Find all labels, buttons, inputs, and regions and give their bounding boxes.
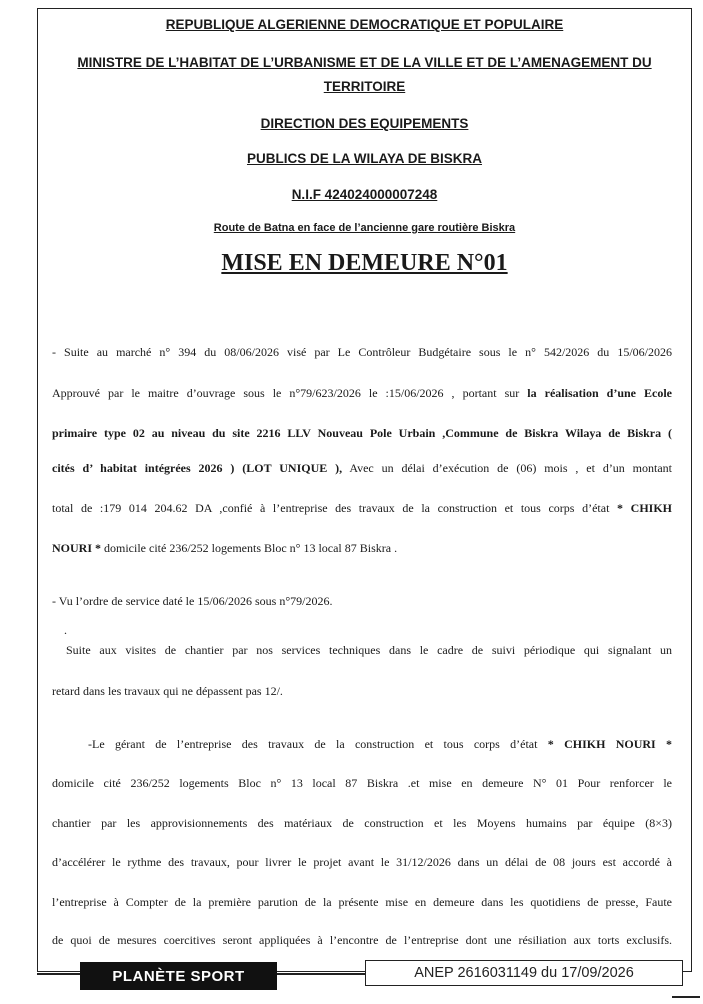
text-span: -Le gérant de l’entreprise des travaux de la construction et tous corps d’état bbox=[88, 737, 548, 751]
text-span-bold: cités d’ habitat intégrées 2026 ) (LOT UNIQUE ), bbox=[52, 461, 343, 475]
text-span: domicile cité 236/252 logements Bloc n° 13 local 87 Biskra . bbox=[101, 541, 398, 555]
text-span-bold: * CHIKH NOURI * bbox=[547, 737, 672, 751]
text-span-bold: la réalisation d’une Ecole bbox=[527, 386, 672, 400]
paragraph1-line6 bbox=[52, 540, 672, 556]
document-title: MISE EN DEMEURE N°01 bbox=[221, 250, 508, 276]
paragraph3-line2: retard dans les travaux qui ne dépassent pas 12/. bbox=[52, 684, 283, 698]
ministry-header-line1: MINISTRE DE L’HABITAT DE L’URBANISME ET DE LA VILLE ET DE L’AMENAGEMENT DU bbox=[77, 55, 652, 70]
text-span: Avec un délai d’exécution de (06) mois , et d’un montant bbox=[342, 461, 672, 475]
paragraph4-line5: l’entreprise à Compter de la première parution de la présente mise en demeure dans les quotidiens de presse, Faute bbox=[52, 895, 672, 909]
text-span: total de :179 014 204.62 DA ,confié à l’entreprise des travaux de la construction et tous corps d’état bbox=[52, 501, 618, 515]
footer-rule-left bbox=[37, 973, 82, 975]
paragraph4-line4: d’accélérer le rythme des travaux, pour livrer le projet avant le 31/12/2026 dans un délai de 08 jours est accordé à bbox=[52, 855, 672, 869]
paragraph1-line1: - Suite au marché n° 394 du 08/06/2026 visé par Le Contrôleur Budgétaire sous le n° 542/2026 du 15/06/2026 bbox=[52, 345, 672, 359]
anep-reference-box: ANEP 2616031149 du 17/09/2026 bbox=[365, 960, 683, 986]
paragraph4-line1 bbox=[88, 736, 672, 752]
paragraph2: - Vu l’ordre de service daté le 15/06/2026 sous n°79/2026. bbox=[52, 594, 333, 608]
direction-header-line1: DIRECTION DES EQUIPEMENTS bbox=[260, 116, 469, 131]
corner-mark bbox=[672, 996, 700, 998]
republic-header: REPUBLIQUE ALGERIENNE DEMOCRATIQUE ET POPULAIRE bbox=[165, 17, 564, 32]
paragraph1-line3: primaire type 02 au niveau du site 2216 LLV Nouveau Pole Urbain ,Commune de Biskra Wilaya de Biskra ( bbox=[52, 426, 672, 440]
newspaper-brand-label: PLANÈTE SPORT bbox=[80, 962, 277, 990]
text-span-bold: NOURI * bbox=[52, 541, 102, 555]
nif-number: N.I.F 424024000007248 bbox=[291, 187, 438, 202]
paragraph1-line4 bbox=[52, 460, 672, 476]
footer-rule-middle bbox=[276, 973, 366, 975]
stray-dot: . bbox=[64, 623, 67, 637]
paragraph1-line5 bbox=[52, 500, 672, 516]
paragraph3-line1: Suite aux visites de chantier par nos services techniques dans le cadre de suivi périodique qui signalant un bbox=[66, 643, 672, 657]
text-span: Approuvé par le maitre d’ouvrage sous le n°79/623/2026 le :15/06/2026 , portant sur bbox=[52, 386, 528, 400]
paragraph4-line6: de quoi de mesures coercitives seront appliquées à l’encontre de l’entreprise dont une résiliation aux torts exclusifs. bbox=[52, 933, 672, 947]
address-line: Route de Batna en face de l’ancienne gare routière Biskra bbox=[213, 222, 516, 234]
paragraph1-line2 bbox=[52, 385, 672, 401]
direction-header-line2: PUBLICS DE LA WILAYA DE BISKRA bbox=[246, 151, 483, 166]
text-span-bold: * CHIKH bbox=[617, 501, 672, 515]
paragraph4-line3: chantier par les approvisionnements des matériaux de construction et les Moyens humains par équipe (8×3) bbox=[52, 816, 672, 830]
paragraph4-line2: domicile cité 236/252 logements Bloc n° 13 local 87 Biskra .et mise en demeure N° 01 Pour renforcer le bbox=[52, 776, 672, 790]
ministry-header-line2: TERRITOIRE bbox=[323, 79, 406, 94]
